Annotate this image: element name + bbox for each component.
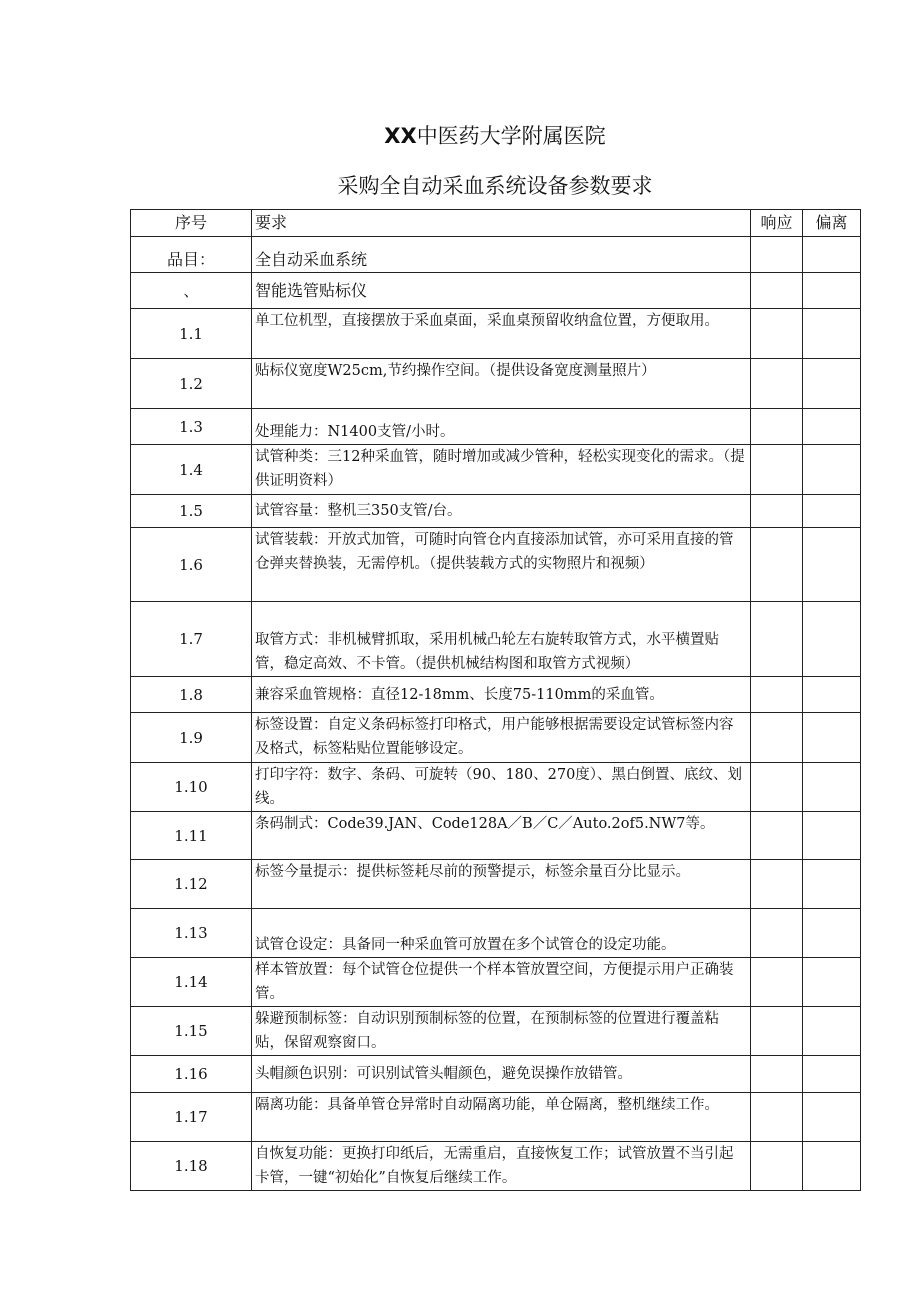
row-no: 1.12 [131,860,252,909]
table-header-row [131,210,861,237]
header-deviation: 偏离 [803,210,861,237]
response-cell[interactable] [751,528,803,602]
document-title: 采购全自动采血系统设备参数要求 [337,174,653,198]
response-cell[interactable] [751,1093,803,1142]
deviation-cell[interactable] [803,1056,861,1093]
table-row [131,909,861,958]
deviation-cell[interactable] [803,528,861,602]
deviation-cell[interactable] [803,237,861,273]
response-cell[interactable] [751,958,803,1007]
deviation-cell[interactable] [803,445,861,495]
row-requirement: 标签设置：自定义条码标签打印格式，用户能够根据需要设定试管标签内容及格式，标签粘贴位置能够设定。 [252,713,751,763]
table-row [131,409,861,445]
row-no: 1.8 [131,677,252,713]
category-row [131,237,861,273]
deviation-cell[interactable] [803,359,861,409]
table-row [131,1093,861,1142]
row-no: 1.1 [131,309,252,359]
row-requirement: 躲避预制标签：自动识别预制标签的位置，在预制标签的位置进行覆盖粘贴，保留观察窗口。 [252,1007,751,1056]
row-no: 1.17 [131,1093,252,1142]
hospital-title-prefix: XX [384,124,417,148]
response-cell[interactable] [751,495,803,528]
deviation-cell[interactable] [803,958,861,1007]
row-no: 1.18 [131,1142,252,1191]
response-cell[interactable] [751,677,803,713]
deviation-cell[interactable] [803,495,861,528]
response-cell[interactable] [751,309,803,359]
deviation-cell[interactable] [803,309,861,359]
response-cell[interactable] [751,273,803,309]
table-row [131,602,861,677]
table-row [131,713,861,763]
table-row [131,958,861,1007]
row-no: 1.9 [131,713,252,763]
row-requirement: 标签今量提示：提供标签耗尽前的预警提示，标签余量百分比显示。 [252,860,751,909]
response-cell[interactable] [751,409,803,445]
response-cell[interactable] [751,1142,803,1191]
deviation-cell[interactable] [803,409,861,445]
table-row [131,860,861,909]
deviation-cell[interactable] [803,860,861,909]
table-row [131,812,861,860]
table-row [131,528,861,602]
response-cell[interactable] [751,445,803,495]
deviation-cell[interactable] [803,812,861,860]
row-requirement: 隔离功能：具备单管仓异常时自动隔离功能，单仓隔离，整机继续工作。 [252,1093,751,1142]
table-row [131,763,861,812]
row-requirement: 试管装载：开放式加管，可随时向管仓内直接添加试管，亦可采用直接的管仓弹夹替换装，无需停机。（提供装载方式的实物照片和视频） [252,528,751,602]
row-requirement: 取管方式：非机械臂抓取，采用机械凸轮左右旋转取管方式，水平横置贴管，稳定高效、不卡管。（提供机械结构图和取管方式视频） [252,602,751,677]
table-row [131,677,861,713]
deviation-cell[interactable] [803,1093,861,1142]
response-cell[interactable] [751,812,803,860]
response-cell[interactable] [751,713,803,763]
row-no: 1.11 [131,812,252,860]
category-label: 品目： [131,237,252,273]
row-no: 1.15 [131,1007,252,1056]
row-requirement: 条码制式：Code39.JAN、Code128A／B／C／Auto.2of5.NW7等。 [252,812,751,860]
response-cell[interactable] [751,1007,803,1056]
row-no: 1.4 [131,445,252,495]
deviation-cell[interactable] [803,763,861,812]
requirements-table [130,209,861,1191]
table-row [131,1007,861,1056]
row-requirement: 贴标仪宽度W25cm,节约操作空间。（提供设备宽度测量照片） [252,359,751,409]
row-requirement: 打印字符：数字、条码、可旋转（90、180、270度）、黑白倒置、底纹、划线。 [252,763,751,812]
response-cell[interactable] [751,860,803,909]
row-no: 1.16 [131,1056,252,1093]
row-no: 1.10 [131,763,252,812]
response-cell[interactable] [751,763,803,812]
category-value: 全自动采血系统 [252,237,751,273]
row-requirement: 兼容采血管规格：直径12-18mm、长度75-110mm的采血管。 [252,677,751,713]
table-row [131,1056,861,1093]
row-no: 1.13 [131,909,252,958]
deviation-cell[interactable] [803,273,861,309]
section-no: 、 [131,273,252,309]
header-no: 序号 [131,210,252,237]
hospital-title [0,120,920,150]
row-requirement: 样本管放置：每个试管仓位提供一个样本管放置空间，方便提示用户正确装管。 [252,958,751,1007]
deviation-cell[interactable] [803,677,861,713]
hospital-title-name: 中医药大学附属医院 [416,124,606,148]
section-title: 智能选管贴标仪 [252,273,751,309]
response-cell[interactable] [751,359,803,409]
row-no: 1.2 [131,359,252,409]
row-requirement: 试管仓设定：具备同一种采血管可放置在多个试管仓的设定功能。 [252,909,751,958]
response-cell[interactable] [751,909,803,958]
row-requirement: 单工位机型，直接摆放于采血桌面，采血桌预留收纳盒位置，方便取用。 [252,309,751,359]
deviation-cell[interactable] [803,909,861,958]
table-row [131,445,861,495]
row-no: 1.7 [131,602,252,677]
row-requirement: 处理能力：N1400支管/小时。 [252,409,751,445]
header-requirement: 要求 [252,210,751,237]
section-row [131,273,861,309]
row-no: 1.14 [131,958,252,1007]
response-cell[interactable] [751,1056,803,1093]
deviation-cell[interactable] [803,1142,861,1191]
row-requirement: 自恢复功能：更换打印纸后，无需重启，直接恢复工作；试管放置不当引起卡管，一键“初始化”自恢复后继续工作。 [252,1142,751,1191]
table-row [131,309,861,359]
row-requirement: 头帽颜色识别：可识别试管头帽颜色，避免误操作放错管。 [252,1056,751,1093]
table-row [131,1142,861,1191]
deviation-cell[interactable] [803,713,861,763]
header-response: 响应 [751,210,803,237]
row-no: 1.5 [131,495,252,528]
row-no: 1.3 [131,409,252,445]
row-requirement: 试管容量：整机三350支管/台。 [252,495,751,528]
response-cell[interactable] [751,237,803,273]
deviation-cell[interactable] [803,602,861,677]
deviation-cell[interactable] [803,1007,861,1056]
response-cell[interactable] [751,602,803,677]
row-no: 1.6 [131,528,252,602]
table-row [131,359,861,409]
table-row [131,495,861,528]
row-requirement: 试管种类：三12种采血管，随时增加或减少管种，轻松实现变化的需求。（提供证明资料） [252,445,751,495]
